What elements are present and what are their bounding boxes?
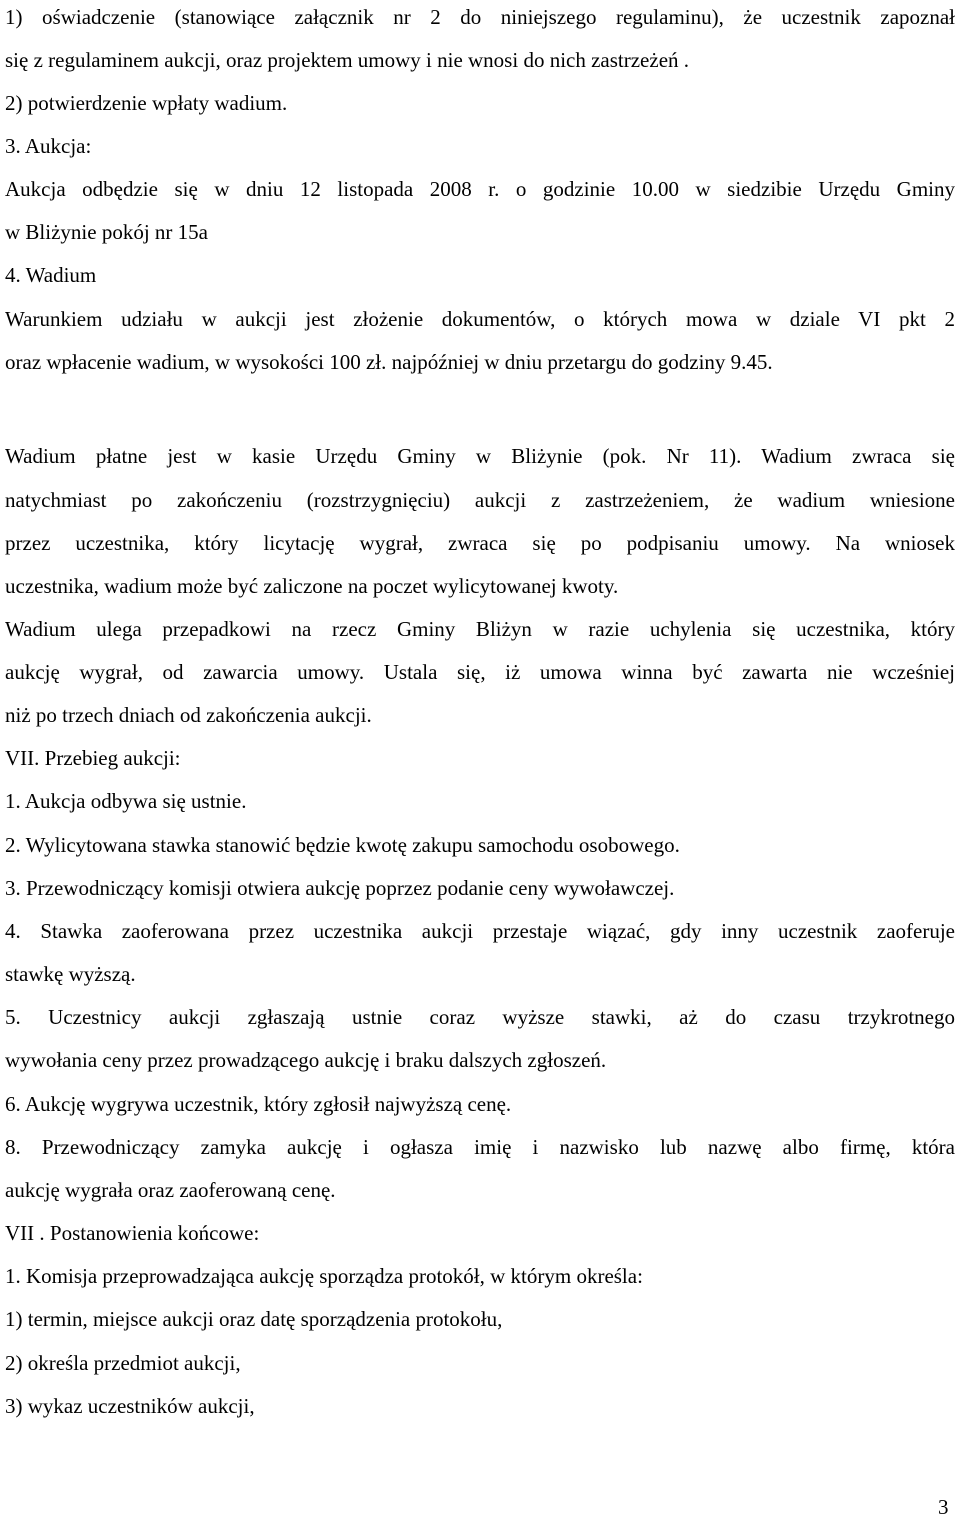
text-line: natychmiast po zakończeniu (rozstrzygnięciu) aukcji z zastrzeżeniem, że wadium wniesione: [5, 488, 955, 512]
text-line: się z regulaminem aukcji, oraz projektem umowy i nie wnosi do nich zastrzeżeń .: [5, 48, 690, 72]
text-line: 5. Uczestnicy aukcji zgłaszają ustnie coraz wyższe stawki, aż do czasu trzykrotnego: [5, 1005, 955, 1029]
text-line: 3) wykaz uczestników aukcji,: [5, 1394, 255, 1418]
text-line: aukcję wygrał, od zawarcia umowy. Ustala się, iż umowa winna być zawarta nie wcześniej: [5, 660, 955, 684]
text-line: 4. Stawka zaoferowana przez uczestnika aukcji przestaje wiązać, gdy inny uczestnik zaoferuje: [5, 919, 955, 943]
text-line: Aukcja odbędzie się w dniu 12 listopada 2008 r. o godzinie 10.00 w siedzibie Urzędu Gminy: [5, 177, 955, 201]
text-line: Wadium ulega przepadkowi na rzecz Gminy Bliżyn w razie uchylenia się uczestnika, który: [5, 617, 955, 641]
text-line: 1. Komisja przeprowadzająca aukcję sporządza protokół, w którym określa:: [5, 1264, 643, 1288]
text-line: 8. Przewodniczący zamyka aukcję i ogłasza imię i nazwisko lub nazwę albo firmę, która: [5, 1135, 955, 1159]
section-heading: VII . Postanowienia końcowe:: [5, 1221, 260, 1245]
text-line: oraz wpłacenie wadium, w wysokości 100 zł. najpóźniej w dniu przetargu do godziny 9.45.: [5, 350, 773, 374]
text-line: 3. Przewodniczący komisji otwiera aukcję poprzez podanie ceny wywoławczej.: [5, 876, 675, 900]
text-line: niż po trzech dniach od zakończenia aukcji.: [5, 703, 372, 727]
section-heading: 4. Wadium: [5, 263, 97, 287]
text-line: aukcję wygrała oraz zaoferowaną cenę.: [5, 1178, 336, 1202]
text-line: przez uczestnika, który licytację wygrał, zwraca się po podpisaniu umowy. Na wniosek: [5, 531, 955, 555]
text-line: 1) oświadczenie (stanowiące załącznik nr 2 do niniejszego regulaminu), że uczestnik zapoznał: [5, 5, 955, 29]
text-line: 2) potwierdzenie wpłaty wadium.: [5, 91, 288, 115]
page-number: 3: [938, 1495, 949, 1519]
text-line: 1) termin, miejsce aukcji oraz datę sporządzenia protokołu,: [5, 1307, 503, 1331]
text-line: wywołania ceny przez prowadzącego aukcję i braku dalszych zgłoszeń.: [5, 1048, 607, 1072]
text-line: uczestnika, wadium może być zaliczone na poczet wylicytowanej kwoty.: [5, 574, 619, 598]
section-heading: VII. Przebieg aukcji:: [5, 746, 181, 770]
text-line: stawkę wyższą.: [5, 962, 136, 986]
text-line: 6. Aukcję wygrywa uczestnik, który zgłosił najwyższą cenę.: [5, 1092, 512, 1116]
text-line: 2. Wylicytowana stawka stanowić będzie kwotę zakupu samochodu osobowego.: [5, 833, 680, 857]
text-line: Wadium płatne jest w kasie Urzędu Gminy w Bliżynie (pok. Nr 11). Wadium zwraca się: [5, 444, 955, 468]
text-line: 2) określa przedmiot aukcji,: [5, 1351, 241, 1375]
text-line: 1. Aukcja odbywa się ustnie.: [5, 789, 247, 813]
text-line: w Bliżynie pokój nr 15a: [5, 220, 208, 244]
text-line: Warunkiem udziału w aukcji jest złożenie dokumentów, o których mowa w dziale VI pkt 2: [5, 307, 955, 331]
section-heading: 3. Aukcja:: [5, 134, 92, 158]
